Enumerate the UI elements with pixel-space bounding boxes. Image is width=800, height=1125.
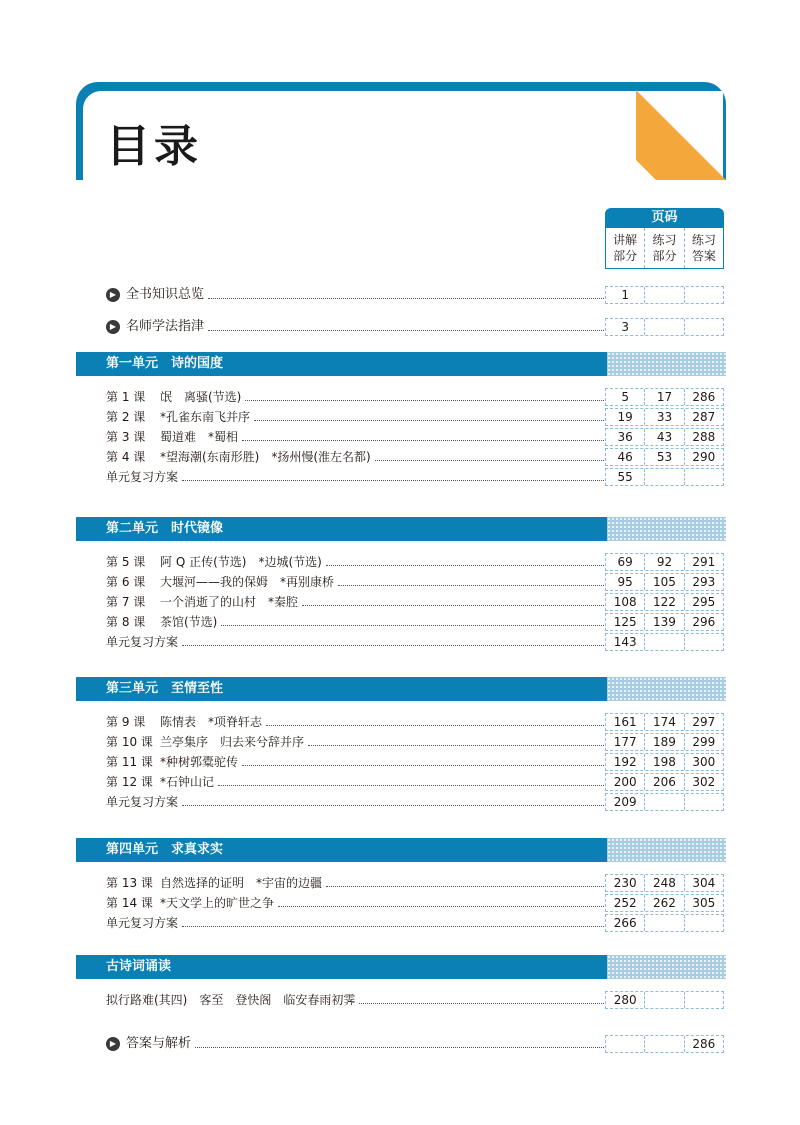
page-lecture: 95 xyxy=(617,575,633,589)
page-practice: 139 xyxy=(644,614,683,630)
page-practice: 33 xyxy=(644,409,683,425)
header-col-lecture: 讲解 部分 xyxy=(613,233,638,263)
lesson-title: 阿 Q 正传(节选) *边城(节选) xyxy=(160,555,322,569)
page-lecture: 36 xyxy=(617,430,633,444)
page-number-cells xyxy=(605,874,724,892)
lesson-label xyxy=(106,553,326,571)
unit-header: 第二单元 时代镜像 xyxy=(76,517,607,541)
lesson-label xyxy=(106,733,308,751)
leader-dots xyxy=(266,725,606,726)
page-lecture: 1 xyxy=(621,288,629,302)
lesson-label xyxy=(106,713,266,731)
lesson-label xyxy=(106,468,182,486)
lesson-entry[interactable] xyxy=(106,733,606,751)
page-number-cells xyxy=(605,593,724,611)
leader-dots xyxy=(208,298,606,299)
page-number-cells xyxy=(605,448,724,466)
play-circle-icon: ▶ xyxy=(106,288,120,302)
leader-dots xyxy=(242,440,606,441)
toc-entry[interactable] xyxy=(106,1035,606,1053)
page-lecture: 143 xyxy=(613,635,637,649)
lesson-title: 单元复习方案 xyxy=(106,635,179,649)
page-answer: 293 xyxy=(684,574,723,590)
page-number-cells xyxy=(605,286,724,304)
page-lecture: 5 xyxy=(621,390,629,404)
lesson-number: 第 6 课 xyxy=(106,575,146,589)
page-answer xyxy=(684,287,723,303)
unit-header-pattern xyxy=(607,838,726,862)
lesson-title: *石钟山记 xyxy=(160,775,215,789)
page-lecture: 252 xyxy=(613,896,637,910)
lesson-entry[interactable] xyxy=(106,874,606,892)
leader-dots xyxy=(302,605,606,606)
header-col-answers: 练习 答案 xyxy=(684,228,723,268)
page-title: 目录 xyxy=(106,121,202,172)
page-answer xyxy=(684,794,723,810)
lesson-entry[interactable] xyxy=(106,553,606,571)
lesson-title: 单元复习方案 xyxy=(106,916,179,930)
corner-fold-icon xyxy=(636,82,726,180)
lesson-title: 陈情表 *项脊轩志 xyxy=(160,715,263,729)
lesson-entry[interactable] xyxy=(106,448,606,466)
lesson-number: 第 10 课 xyxy=(106,735,153,749)
lesson-entry[interactable] xyxy=(106,408,606,426)
page-lecture: 69 xyxy=(617,555,633,569)
page-number-cells xyxy=(605,613,724,631)
toc-entry-label: 全书知识总览 xyxy=(126,287,205,302)
unit-header: 古诗词诵读 xyxy=(76,955,607,979)
lesson-label xyxy=(106,448,375,466)
leader-dots xyxy=(218,785,606,786)
page-number-header-columns xyxy=(605,228,724,269)
page-number-header xyxy=(605,208,724,269)
page-answer: 300 xyxy=(684,754,723,770)
page-number-cells xyxy=(605,468,724,486)
page-lecture: 19 xyxy=(617,410,633,424)
page-number-header-title: 页码 xyxy=(605,208,724,228)
lesson-number: 第 1 课 xyxy=(106,390,146,404)
page-lecture xyxy=(606,1036,644,1052)
lesson-label xyxy=(106,753,242,771)
unit-header-pattern xyxy=(607,352,726,376)
page-practice xyxy=(644,794,683,810)
unit-header-pattern xyxy=(607,955,726,979)
page-answer xyxy=(684,915,723,931)
page-practice: 43 xyxy=(644,429,683,445)
lesson-label xyxy=(106,388,245,406)
page-number-cells xyxy=(605,553,724,571)
lesson-number: 第 11 课 xyxy=(106,755,153,769)
page-number-cells xyxy=(605,633,724,651)
unit-header: 第一单元 诗的国度 xyxy=(76,352,607,376)
page-practice: 53 xyxy=(644,449,683,465)
lesson-entry[interactable] xyxy=(106,773,606,791)
page-number-cells xyxy=(605,1035,724,1053)
page-practice xyxy=(644,319,683,335)
lesson-title: 自然选择的证明 *宇宙的边疆 xyxy=(160,876,323,890)
header-col-practice: 练习 部分 xyxy=(644,228,683,268)
lesson-entry[interactable] xyxy=(106,388,606,406)
page-answer: 296 xyxy=(684,614,723,630)
lesson-label xyxy=(106,894,278,912)
lesson-title: 单元复习方案 xyxy=(106,470,179,484)
lesson-entry[interactable] xyxy=(106,468,606,486)
page-lecture: 177 xyxy=(613,735,637,749)
leader-dots xyxy=(278,906,606,907)
page-answer: 299 xyxy=(684,734,723,750)
lesson-title: 蜀道难 *蜀相 xyxy=(160,430,239,444)
page-answer: 286 xyxy=(684,1036,723,1052)
page-practice: 105 xyxy=(644,574,683,590)
lesson-label xyxy=(106,773,218,791)
page-answer: 291 xyxy=(684,554,723,570)
page-practice: 122 xyxy=(644,594,683,610)
lesson-number: 第 8 课 xyxy=(106,615,146,629)
lesson-number: 第 9 课 xyxy=(106,715,146,729)
toc-entry[interactable] xyxy=(106,318,606,336)
page-practice: 248 xyxy=(644,875,683,891)
leader-dots xyxy=(195,1047,606,1048)
lesson-entry[interactable] xyxy=(106,593,606,611)
lesson-title: 兰亭集序 归去来兮辞并序 xyxy=(160,735,305,749)
page-lecture: 200 xyxy=(613,775,637,789)
lesson-title: 大堰河——我的保姆 *再别康桥 xyxy=(160,575,335,589)
page-practice: 174 xyxy=(644,714,683,730)
leader-dots xyxy=(182,926,606,927)
lesson-number: 第 12 课 xyxy=(106,775,153,789)
lesson-entry[interactable] xyxy=(106,793,606,811)
page-answer: 290 xyxy=(684,449,723,465)
page-lecture: 209 xyxy=(613,795,637,809)
lesson-number: 第 7 课 xyxy=(106,595,146,609)
page-lecture: 266 xyxy=(613,916,637,930)
page-number-cells xyxy=(605,388,724,406)
lesson-label xyxy=(106,793,182,811)
page-number-cells xyxy=(605,894,724,912)
play-circle-icon: ▶ xyxy=(106,1037,120,1051)
page-answer xyxy=(684,319,723,335)
toc-entry-label: 答案与解析 xyxy=(126,1036,192,1051)
lesson-title: 拟行路难(其四) 客至 登快阁 临安春雨初霁 xyxy=(106,993,356,1007)
page-answer: 304 xyxy=(684,875,723,891)
page-lecture: 280 xyxy=(613,993,637,1007)
page-lecture: 3 xyxy=(621,320,629,334)
page-number-cells xyxy=(605,914,724,932)
lesson-title: 单元复习方案 xyxy=(106,795,179,809)
leader-dots xyxy=(182,480,606,481)
page-lecture: 192 xyxy=(613,755,637,769)
lesson-label xyxy=(106,408,254,426)
leader-dots xyxy=(375,460,606,461)
leader-dots xyxy=(338,585,606,586)
page-answer: 288 xyxy=(684,429,723,445)
lesson-title: 氓 离骚(节选) xyxy=(160,390,242,404)
lesson-title: *种树郭橐驼传 xyxy=(160,755,239,769)
page-number-cells xyxy=(605,753,724,771)
lesson-entry[interactable] xyxy=(106,613,606,631)
lesson-label xyxy=(106,573,338,591)
lesson-number: 第 5 课 xyxy=(106,555,146,569)
page-answer: 287 xyxy=(684,409,723,425)
lesson-label xyxy=(106,428,242,446)
lesson-number: 第 13 课 xyxy=(106,876,153,890)
page-practice: 17 xyxy=(644,389,683,405)
leader-dots xyxy=(208,330,606,331)
lesson-entry[interactable] xyxy=(106,894,606,912)
lesson-title: *天文学上的旷世之争 xyxy=(160,896,275,910)
page-practice xyxy=(644,287,683,303)
page-number-cells xyxy=(605,713,724,731)
page-number-cells xyxy=(605,773,724,791)
page-lecture: 108 xyxy=(613,595,637,609)
lesson-entry[interactable] xyxy=(106,573,606,591)
leader-dots xyxy=(221,625,606,626)
leader-dots xyxy=(359,1003,606,1004)
page-practice xyxy=(644,992,683,1008)
lesson-number: 第 14 课 xyxy=(106,896,153,910)
page-practice: 92 xyxy=(644,554,683,570)
toc-entry-label: 名师学法指津 xyxy=(126,319,205,334)
unit-header: 第三单元 至情至性 xyxy=(76,677,607,701)
page-answer xyxy=(684,992,723,1008)
toc-entry[interactable] xyxy=(106,286,606,304)
unit-header: 第四单元 求真求实 xyxy=(76,838,607,862)
lesson-label xyxy=(106,613,221,631)
page-answer: 305 xyxy=(684,895,723,911)
lesson-entry[interactable] xyxy=(106,713,606,731)
leader-dots xyxy=(182,805,606,806)
play-circle-icon: ▶ xyxy=(106,320,120,334)
page-practice: 198 xyxy=(644,754,683,770)
page-number-cells xyxy=(605,793,724,811)
page-lecture: 55 xyxy=(617,470,633,484)
lesson-number: 第 2 课 xyxy=(106,410,146,424)
leader-dots xyxy=(326,886,606,887)
page-lecture: 161 xyxy=(613,715,637,729)
leader-dots xyxy=(326,565,606,566)
lesson-label xyxy=(106,914,182,932)
lesson-label xyxy=(106,874,326,892)
lesson-entry[interactable] xyxy=(106,428,606,446)
page-answer xyxy=(684,469,723,485)
lesson-title: *望海潮(东南形胜) *扬州慢(淮左名都) xyxy=(160,450,371,464)
page-lecture: 230 xyxy=(613,876,637,890)
page-practice: 189 xyxy=(644,734,683,750)
leader-dots xyxy=(242,765,606,766)
lesson-label xyxy=(106,593,302,611)
page-number-cells xyxy=(605,428,724,446)
page-number-cells xyxy=(605,408,724,426)
leader-dots xyxy=(254,420,606,421)
leader-dots xyxy=(245,400,606,401)
lesson-label xyxy=(106,633,182,651)
page-practice xyxy=(644,1036,683,1052)
page-practice xyxy=(644,634,683,650)
lesson-title: 茶馆(节选) xyxy=(160,615,218,629)
page-practice xyxy=(644,469,683,485)
page-practice xyxy=(644,915,683,931)
lesson-entry[interactable] xyxy=(106,753,606,771)
page-answer: 297 xyxy=(684,714,723,730)
lesson-entry[interactable] xyxy=(106,914,606,932)
page-answer: 295 xyxy=(684,594,723,610)
unit-header-pattern xyxy=(607,677,726,701)
page-lecture: 46 xyxy=(617,450,633,464)
page-answer: 302 xyxy=(684,774,723,790)
page-answer: 286 xyxy=(684,389,723,405)
page-lecture: 125 xyxy=(613,615,637,629)
page-number-cells xyxy=(605,318,724,336)
page-practice: 262 xyxy=(644,895,683,911)
page-number-cells xyxy=(605,573,724,591)
lesson-label xyxy=(106,991,359,1009)
lesson-title: 一个消逝了的山村 *秦腔 xyxy=(160,595,299,609)
lesson-number: 第 4 课 xyxy=(106,450,146,464)
leader-dots xyxy=(182,645,606,646)
page-number-cells xyxy=(605,733,724,751)
page-number-cells xyxy=(605,991,724,1009)
unit-header-pattern xyxy=(607,517,726,541)
lesson-entry[interactable] xyxy=(106,633,606,651)
lesson-title: *孔雀东南飞并序 xyxy=(160,410,251,424)
page-practice: 206 xyxy=(644,774,683,790)
page-answer xyxy=(684,634,723,650)
leader-dots xyxy=(308,745,606,746)
lesson-number: 第 3 课 xyxy=(106,430,146,444)
lesson-entry[interactable] xyxy=(106,991,606,1009)
